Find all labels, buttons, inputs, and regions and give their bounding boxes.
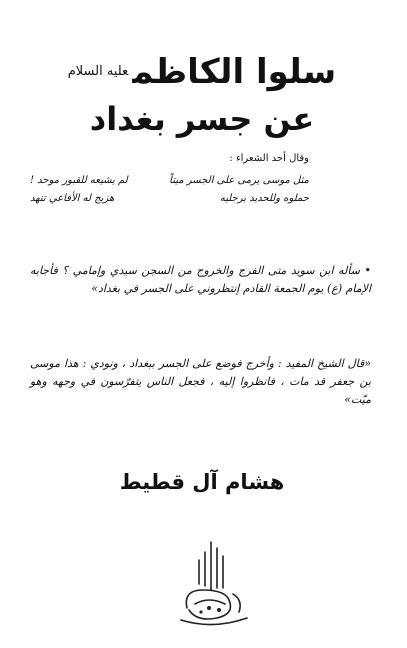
verse-second-half: هزيج له الأفاعي تنهد — [30, 193, 115, 204]
title-honorific: عليه السلام — [67, 64, 129, 79]
title-main: سلوا الكاظم — [132, 52, 337, 92]
poem — [30, 172, 309, 208]
book-title — [37, 52, 367, 92]
quote-paragraph-2: «قال الشيخ المفيد : وأخرج فوضع على الجسر ببغداد ، ونودي : هذا موسى بن جعفر قد مات ، فانظروا إليه ، فجعل الناس يتفرّسون في وجهه وهو ميّت» — [30, 357, 371, 406]
verse-first-half: حملوه وللحديد برجليه — [219, 193, 309, 204]
quote-paragraph-1: • سأله ابن سويد متى الفرج والخروج من السجن سيدي وإمامي ؟ فأجابه الإمام (ع) يوم الجمعة القادم إنتظروني على الجسر في بغداد» — [30, 264, 371, 295]
author-name: هشام آل قطيط — [119, 470, 285, 494]
poem-verse — [30, 190, 309, 208]
verse-second-half: لم يشيعه للقبور موحد ! — [30, 175, 128, 186]
poem-verse — [30, 172, 309, 190]
book-subtitle: عن جسر بغداد — [89, 100, 315, 138]
poem-intro: وقال أحد الشعراء : — [229, 153, 309, 164]
verse-first-half: مثل موسى يرمى على الجسر ميتاً — [169, 175, 309, 186]
calligraphy-logo-icon — [173, 538, 253, 628]
